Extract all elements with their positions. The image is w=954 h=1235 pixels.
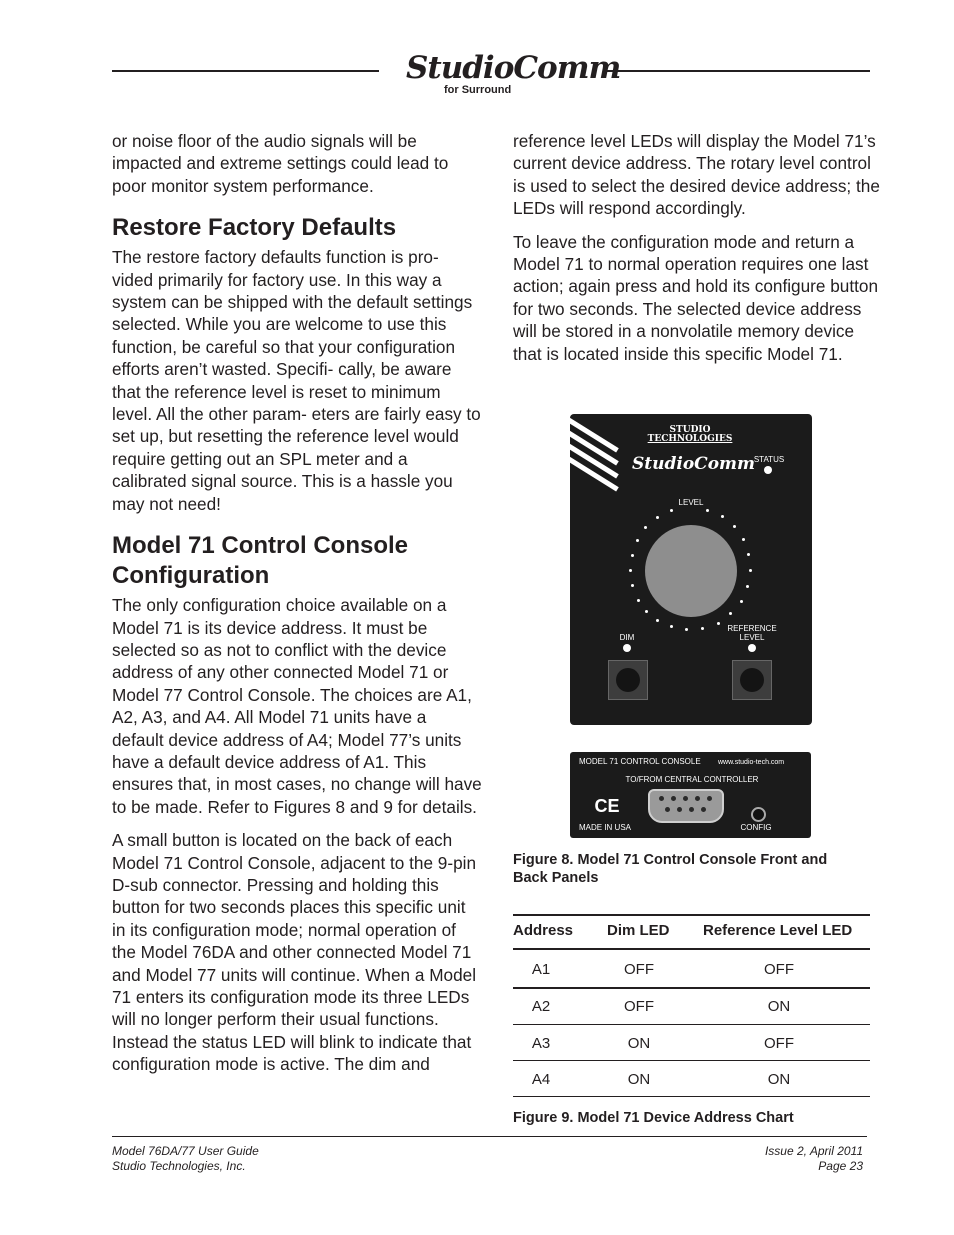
front-panel — [570, 414, 812, 725]
table-rule — [513, 987, 870, 989]
header-address: Address — [513, 922, 574, 939]
row-a3-dim: ON — [627, 1035, 651, 1052]
reference-level-led — [748, 644, 756, 652]
back-panel — [570, 752, 811, 838]
footer-rule — [112, 1136, 867, 1137]
figure-8-caption: Figure 8. Model 71 Control Console Front and Back Panels — [513, 852, 828, 886]
row-a3-address: A3 — [531, 1035, 551, 1052]
figure-9-caption: Figure 9. Model 71 Device Address Chart — [513, 1110, 794, 1126]
config-paragraph-2: A small button is located on the back of each Model 71 Control Console, adjacent to the 9-pin D-sub connector. Pressing and holding this button for two seconds places this specific unit in its configuration mode; normal operation of the Model 76DA and other connected Model 71 and Model 77 units will continue. When a Model 71 enters its configuration mode its three LEDs will no longer perform their usual functions. Instead the status LED will blink to indicate that configuration mode is active. The dim and — [112, 830, 477, 1075]
reference-level-label-2: LEVEL — [739, 633, 765, 642]
studiocomm-logo — [400, 50, 621, 100]
table-rule — [513, 1060, 870, 1061]
dsub-connector — [648, 789, 724, 823]
row-a3-ref: OFF — [764, 1035, 794, 1052]
restore-defaults-paragraph: The restore factory defaults function is pro- vided primarily for factory use. In this way a system can be shipped with the default settings selected. While you are welcome to use this function, be careful so that your configuration efforts aren’t wasted. Specifi- cally, be aware that the reference level is reset to minimum level. All the other param- eters are fairly easy to set up, but resetting the reference level would require getting out an SPL meter and a calibrated signal source. This is a hassle you may not need! — [112, 247, 481, 514]
back-model-label: MODEL 71 CONTROL CONSOLE — [579, 757, 701, 766]
row-a4-dim: ON — [627, 1071, 651, 1088]
config-paragraph-1: The only configuration choice available on a Model 71 is its device address. It must be selected so as not to conflict with the device address of any other connected Model 71 or Model 77 Control Console. The choices are A1, A2, A3, and A4. All Model 71 units have a default device address of A4; Model 77’s units have a default device address of A1. This ensures that, in most cases, no change will have to be made. Refer to Figures 8 and 9 for details. — [112, 595, 482, 817]
logo-script: StudioComm — [406, 50, 621, 86]
config-button[interactable] — [751, 807, 766, 822]
config-heading: Model 71 Control Console Configuration — [112, 532, 409, 590]
left-column — [112, 130, 482, 1076]
right-column — [513, 130, 885, 365]
config-label: CONFIG — [740, 823, 772, 832]
dim-button[interactable] — [608, 660, 648, 700]
dim-button-cap — [616, 668, 640, 692]
reference-level-button[interactable] — [732, 660, 772, 700]
row-a1-ref: OFF — [764, 961, 794, 978]
level-knob[interactable] — [645, 525, 737, 617]
intro-paragraph: or noise floor of the audio signals will be impacted and extreme settings could lead to poor monitor system performance. — [112, 131, 449, 196]
table-rule — [513, 1024, 870, 1025]
row-a4-address: A4 — [531, 1071, 551, 1088]
reference-level-label-1: REFERENCE — [727, 624, 777, 633]
status-led — [764, 466, 772, 474]
dim-led — [623, 644, 631, 652]
header-dim-led: Dim LED — [607, 922, 670, 939]
row-a1-address: A1 — [531, 961, 551, 978]
logo-subtitle: for Surround — [444, 84, 512, 96]
row-a2-ref: ON — [767, 998, 791, 1015]
right-paragraph-2: To leave the configuration mode and return a Model 71 to normal operation requires one last action; again press and hold its configure button for two seconds. The selected device address will be stored in a nonvolatile memory device that is located inside this specific Model 71. — [513, 231, 878, 364]
row-a4-ref: ON — [767, 1071, 791, 1088]
table-rule — [513, 1096, 870, 1097]
header-reference-level-led: Reference Level LED — [703, 922, 853, 939]
header-rule-left — [112, 70, 379, 72]
brand-line-2: TECHNOLOGIES — [647, 434, 733, 444]
made-in-label: MADE IN USA — [579, 823, 632, 832]
back-url: www.studio-tech.com — [718, 759, 785, 766]
footer-left-line-2: Studio Technologies, Inc. — [112, 1159, 246, 1173]
table-rule — [513, 948, 870, 950]
right-paragraph-1: reference level LEDs will display the Model 71’s current device address. The rotary level control is used to select the desired device address; the LEDs will respond accordingly. — [513, 131, 880, 219]
brand-script: StudioComm — [632, 454, 756, 474]
row-a2-dim: OFF — [624, 998, 654, 1015]
status-label: STATUS — [753, 455, 785, 464]
row-a1-dim: OFF — [624, 961, 654, 978]
connector-label: TO/FROM CENTRAL CONTROLLER — [625, 775, 759, 784]
row-a2-address: A2 — [531, 998, 551, 1015]
footer-left-line-1: Model 76DA/77 User Guide — [112, 1144, 259, 1158]
restore-defaults-heading: Restore Factory Defaults — [112, 214, 397, 242]
reference-level-button-cap — [740, 668, 764, 692]
table-rule — [513, 914, 870, 916]
footer-page-number: Page 23 — [818, 1159, 863, 1173]
ce-mark: CE — [594, 796, 620, 816]
header-rule-right — [603, 70, 870, 72]
brand-line-1: STUDIO — [669, 425, 711, 435]
footer-right-line-1: Issue 2, April 2011 — [764, 1144, 863, 1158]
dim-label: DIM — [619, 633, 635, 642]
level-label: LEVEL — [678, 498, 704, 507]
